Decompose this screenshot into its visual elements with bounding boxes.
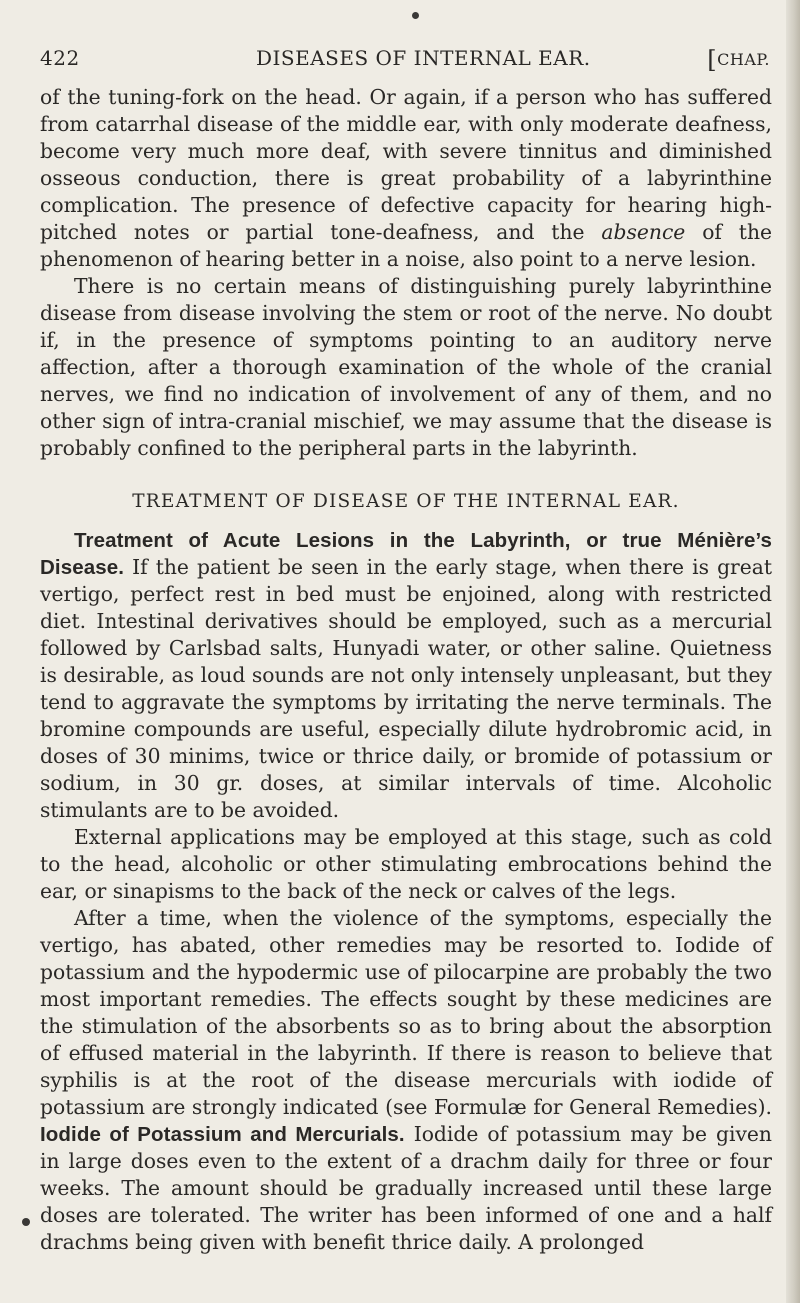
paragraph-3-text: If the patient be seen in the early stage, when there is great vertigo, perfect rest in bed must be enjoined, along with restricted diet. Intestinal derivatives should be employed, such as a mercurial followed by Carlsbad salts, Hunyadi water, or other saline. Quietness is desirable, as loud sounds are not only intensely unpleasant, but they tend to aggravate the symptoms by irritating the nerve terminals. The bromine compounds are useful, especially dilute hydrobromic acid, in doses of 30 minims, twice or thrice daily, or bromide of potassium or sodium, in 30 gr. doses, at similar intervals of time. Alcoholic stimulants are to be avoided. [40,555,772,822]
paragraph-1-text-b: of the phenomenon of hearing better in a noise, also point to a nerve lesion. [40,220,773,271]
ink-spot [412,12,419,19]
ink-spot-margin [22,1218,30,1226]
paragraph-3 [40,527,772,824]
section-heading: TREATMENT OF DISEASE OF THE INTERNAL EAR. [132,491,680,512]
paragraph-2: There is no certain means of distinguishing purely labyrinthine disease from disease involving the stem or root of the nerve. No doubt if, in the presence of symptoms pointing to an auditory nerve affection, after a thorough examination of the whole of the cranial nerves, we find no indication of involvement of any of them, and no other sign of intra-cranial mischief, we may assume that the disease is probably confined to the peripheral parts in the labyrinth. [40,274,772,460]
body-text [40,84,772,1256]
running-title: DISEASES OF INTERNAL EAR. [256,46,591,70]
chapter-label [707,46,770,74]
italic-absence: absence [601,220,686,244]
running-head [40,46,770,76]
paragraph-5 [40,905,772,1256]
chapter-text: CHAP. [717,50,770,69]
page-edge-shadow [786,0,800,1303]
paragraph-4: External applications may be employed at this stage, such as cold to the head, alcoholic or other stimulating embrocations behind the ear, or sinapisms to the back of the neck or calves of the legs. [40,825,772,903]
paragraph-1 [40,84,772,273]
chapter-bracket: [ [707,46,718,74]
paragraph-5-text-b: Iodide of potassium may be given in large doses even to the extent of a drachm daily for three or four weeks. The amount should be gradually increased until these large doses are tolerated. The writer has been informed of one and a half drachms being given with benefit thrice daily. A prolonged [40,1122,772,1254]
paragraph-5-text: After a time, when the violence of the symptoms, especially the vertigo, has abated, other remedies may be resorted to. Iodide of potassium and the hypodermic use of pilocarpine are probably the two most important remedies. The effects sought by these medicines are the stimulation of the absorbents so as to bring about the absorption of effused material in the labyrinth. If there is reason to believe that syphilis is at the root of the disease mercurials with iodide of potassium are strongly indicated (see Formulæ for General Remedies). [40,906,772,1119]
paragraph-1-text-a: of the tuning-fork on the head. Or again, if a person who has suffered from catarrhal disease of the middle ear, with only moderate deafness, become very much more deaf, with severe tinnitus and diminished osseous conduction, there is great probability of a labyrinthine complication. The presence of defective capacity for hearing high-pitched notes or partial tone-deafness, and the [40,85,772,244]
page-number: 422 [40,46,80,70]
treatment-acute-heading: Treatment of Acute Lesions in the Labyrinth, or true Ménière’s Disease. [40,529,772,579]
iodide-heading: Iodide of Potassium and Mercurials. [40,1123,405,1146]
